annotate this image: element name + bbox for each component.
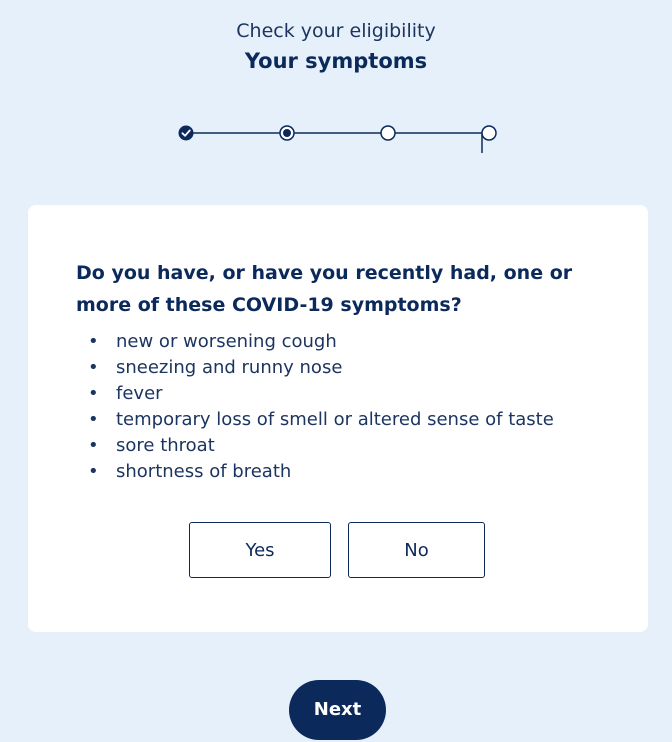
symptom-item xyxy=(76,381,554,407)
bullet-icon: • xyxy=(88,383,99,404)
no-button[interactable]: No xyxy=(348,522,485,578)
step-1-completed xyxy=(179,126,194,141)
progress-stepper xyxy=(0,118,672,158)
yes-button[interactable]: Yes xyxy=(189,522,331,578)
step-3-upcoming xyxy=(381,126,395,140)
next-button[interactable]: Next xyxy=(289,680,386,740)
symptoms-question: Do you have, or have you recently had, one or more of these COVID-19 symptoms? xyxy=(76,262,573,316)
bullet-icon: • xyxy=(88,435,99,456)
bullet-icon: • xyxy=(88,357,99,378)
symptom-item xyxy=(76,355,554,381)
page-subtitle: Check your eligibility xyxy=(236,20,436,42)
symptom-item xyxy=(76,433,554,459)
symptom-item xyxy=(76,407,554,433)
symptom-label: new or worsening cough xyxy=(116,331,337,352)
page-title: Your symptoms xyxy=(244,49,428,73)
symptom-label: sore throat xyxy=(116,435,215,456)
bullet-icon: • xyxy=(88,331,99,352)
symptom-label: shortness of breath xyxy=(116,461,292,482)
bullet-icon: • xyxy=(88,461,99,482)
symptom-label: sneezing and runny nose xyxy=(116,357,343,378)
symptom-label: temporary loss of smell or altered sense of taste xyxy=(116,409,554,430)
symptoms-card xyxy=(28,205,648,632)
symptom-item xyxy=(76,459,554,485)
step-4-upcoming xyxy=(482,126,496,153)
symptoms-list xyxy=(76,329,554,485)
bullet-icon: • xyxy=(88,409,99,430)
page-header xyxy=(0,18,672,76)
step-2-current xyxy=(280,126,294,140)
symptom-label: fever xyxy=(116,383,163,404)
symptom-item xyxy=(76,329,554,355)
